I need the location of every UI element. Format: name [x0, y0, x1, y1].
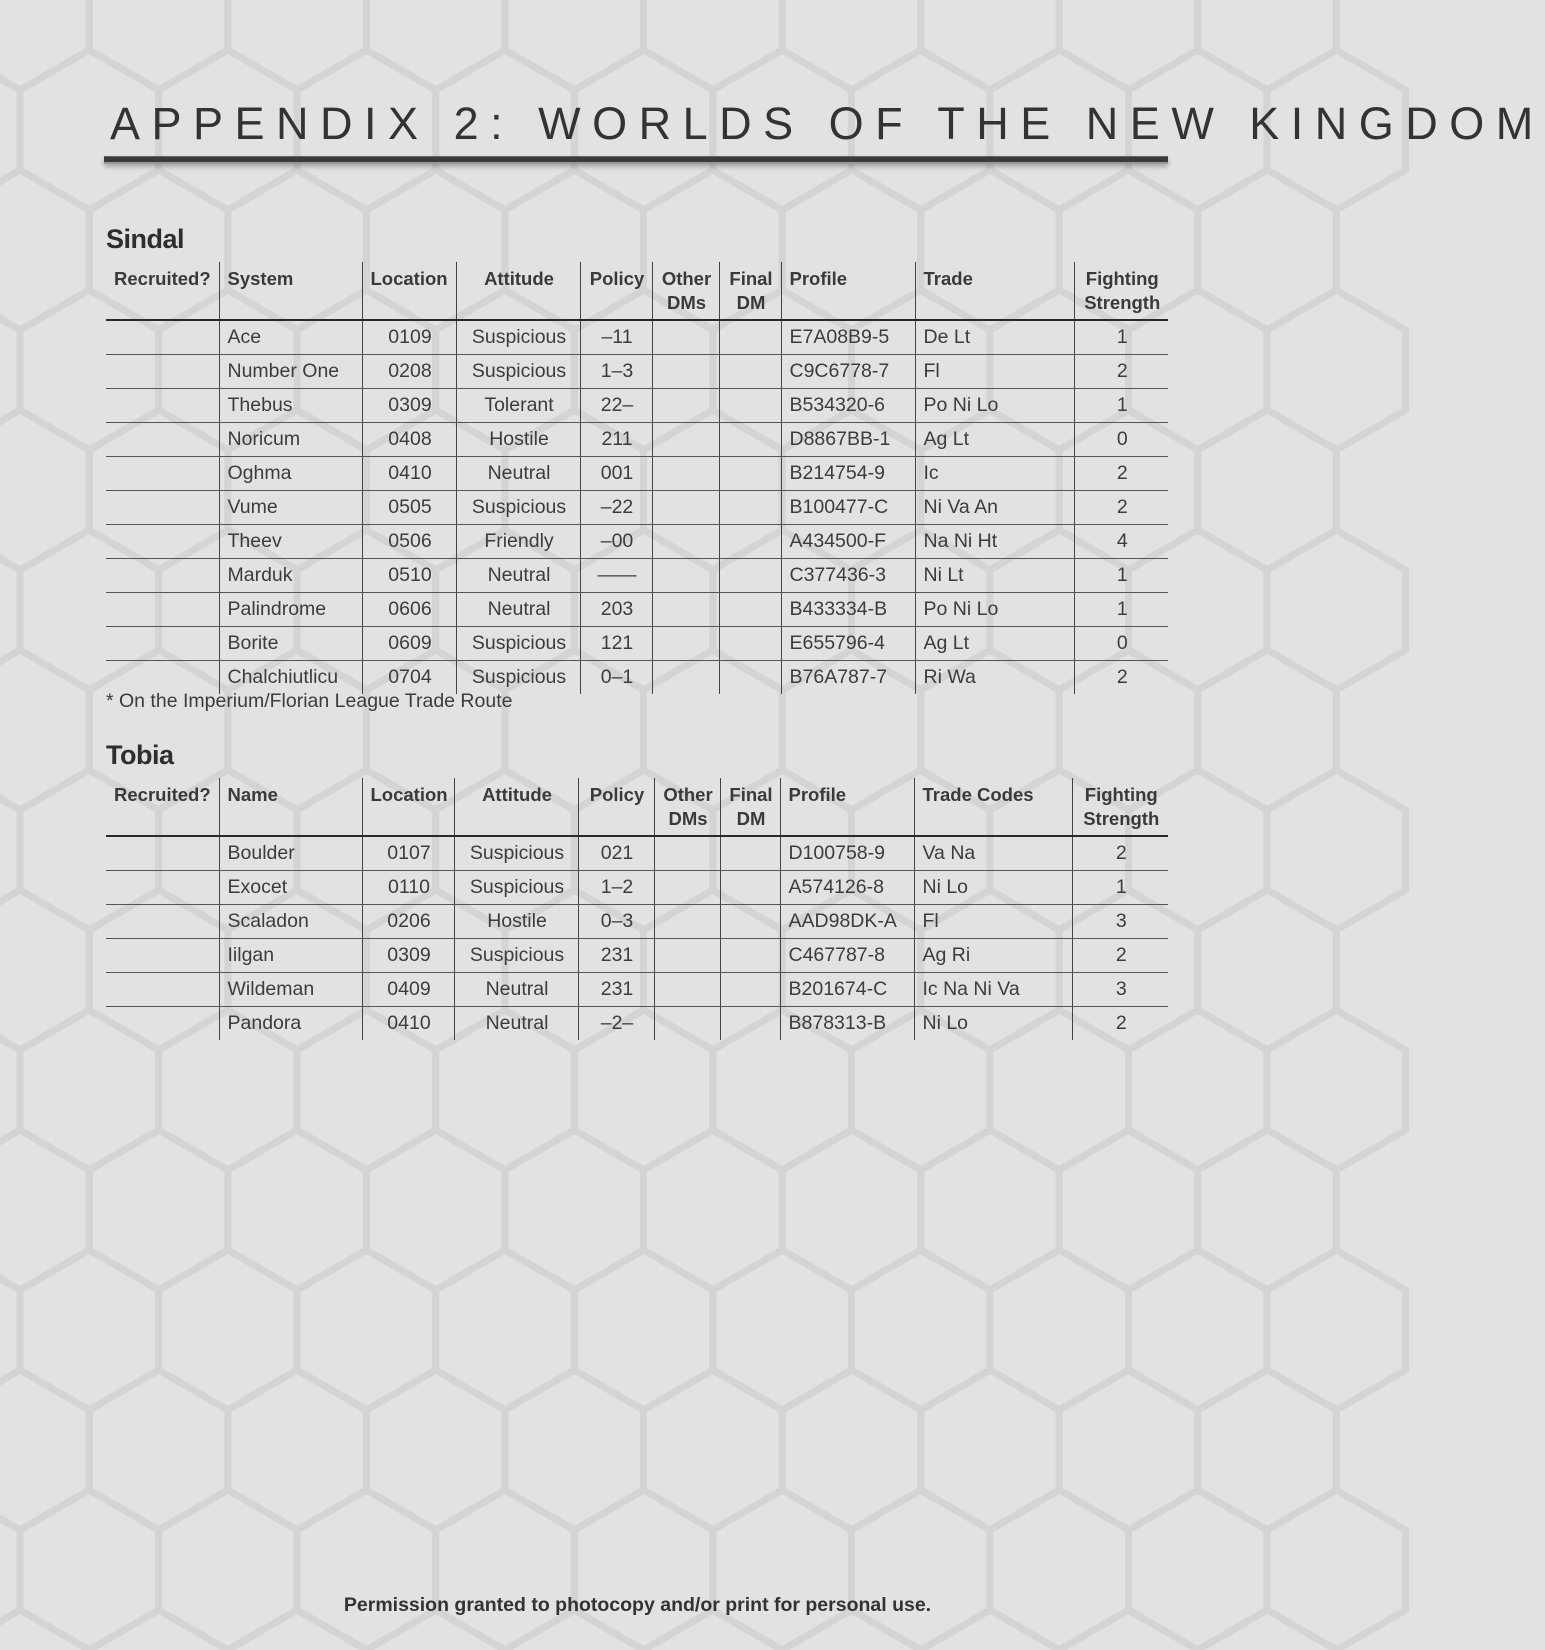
table-row — [106, 592, 1168, 626]
cell-policy: 001 — [580, 456, 652, 490]
cell-policy: 021 — [578, 836, 654, 870]
cell-attitude: Tolerant — [456, 388, 580, 422]
cell-system: Vume — [219, 490, 362, 524]
cell-fighting-strength: 3 — [1072, 904, 1168, 938]
cell-other-dms[interactable] — [654, 1006, 720, 1040]
cell-profile: B100477-C — [781, 490, 915, 524]
cell-recruited[interactable] — [106, 972, 219, 1006]
cell-final-dm[interactable] — [720, 836, 780, 870]
tobia-header-recruited: Recruited? — [106, 778, 219, 836]
cell-recruited[interactable] — [106, 422, 219, 456]
cell-trade: Po Ni Lo — [915, 388, 1074, 422]
cell-other-dms[interactable] — [654, 904, 720, 938]
cell-system: Ace — [219, 320, 362, 354]
cell-location: 0109 — [362, 320, 456, 354]
cell-fighting-strength: 3 — [1072, 972, 1168, 1006]
tobia-header-profile: Profile — [780, 778, 914, 836]
cell-other-dms[interactable] — [652, 626, 719, 660]
table-row — [106, 660, 1168, 694]
cell-recruited[interactable] — [106, 626, 219, 660]
cell-policy: –22 — [580, 490, 652, 524]
cell-final-dm[interactable] — [719, 320, 781, 354]
cell-attitude: Suspicious — [454, 836, 578, 870]
cell-final-dm[interactable] — [720, 1006, 780, 1040]
cell-final-dm[interactable] — [719, 592, 781, 626]
cell-location: 0505 — [362, 490, 456, 524]
cell-trade: Va Na — [914, 836, 1072, 870]
cell-attitude: Suspicious — [456, 354, 580, 388]
cell-trade: Ni Lo — [914, 1006, 1072, 1040]
cell-profile: D8867BB-1 — [781, 422, 915, 456]
cell-trade: Ag Lt — [915, 626, 1074, 660]
tobia-header-final-dm: Final DM — [720, 778, 780, 836]
cell-trade: Fl — [915, 354, 1074, 388]
cell-location: 0208 — [362, 354, 456, 388]
cell-trade: De Lt — [915, 320, 1074, 354]
sindal-header-recruited: Recruited? — [106, 262, 219, 320]
tobia-header-policy: Policy — [578, 778, 654, 836]
tobia-header-attitude: Attitude — [454, 778, 578, 836]
cell-policy: –00 — [580, 524, 652, 558]
cell-location: 0410 — [362, 456, 456, 490]
cell-profile: A574126-8 — [780, 870, 914, 904]
cell-other-dms[interactable] — [654, 836, 720, 870]
cell-profile: E655796-4 — [781, 626, 915, 660]
cell-final-dm[interactable] — [719, 354, 781, 388]
cell-final-dm[interactable] — [720, 938, 780, 972]
cell-other-dms[interactable] — [654, 938, 720, 972]
cell-other-dms[interactable] — [654, 870, 720, 904]
table-row — [106, 626, 1168, 660]
cell-location: 0107 — [362, 836, 454, 870]
cell-recruited[interactable] — [106, 388, 219, 422]
cell-fighting-strength: 2 — [1072, 938, 1168, 972]
cell-profile: B76A787-7 — [781, 660, 915, 694]
cell-location: 0408 — [362, 422, 456, 456]
table-row — [106, 490, 1168, 524]
cell-recruited[interactable] — [106, 1006, 219, 1040]
cell-location: 0206 — [362, 904, 454, 938]
cell-policy: –2– — [578, 1006, 654, 1040]
cell-system: Marduk — [219, 558, 362, 592]
cell-profile: E7A08B9-5 — [781, 320, 915, 354]
sindal-footnote: * On the Imperium/Florian League Trade Route — [106, 690, 513, 712]
cell-other-dms[interactable] — [654, 972, 720, 1006]
sindal-table — [106, 262, 1168, 694]
cell-policy: 231 — [578, 938, 654, 972]
cell-other-dms[interactable] — [652, 660, 719, 694]
cell-final-dm[interactable] — [720, 972, 780, 1006]
cell-profile: C9C6778-7 — [781, 354, 915, 388]
cell-final-dm[interactable] — [720, 904, 780, 938]
cell-recruited[interactable] — [106, 660, 219, 694]
cell-policy: 203 — [580, 592, 652, 626]
cell-recruited[interactable] — [106, 354, 219, 388]
cell-attitude: Suspicious — [456, 626, 580, 660]
table-row — [106, 972, 1168, 1006]
cell-policy: —— — [580, 558, 652, 592]
cell-attitude: Neutral — [454, 972, 578, 1006]
cell-profile: B433334-B — [781, 592, 915, 626]
cell-final-dm[interactable] — [719, 388, 781, 422]
tobia-header-other-dms: Other DMs — [654, 778, 720, 836]
cell-system: Noricum — [219, 422, 362, 456]
table-row — [106, 422, 1168, 456]
cell-policy: 0–3 — [578, 904, 654, 938]
cell-system: Pandora — [219, 1006, 362, 1040]
table-row — [106, 354, 1168, 388]
cell-recruited[interactable] — [106, 456, 219, 490]
tobia-header-system: Name — [219, 778, 362, 836]
cell-system: Boulder — [219, 836, 362, 870]
cell-profile: B534320-6 — [781, 388, 915, 422]
cell-other-dms[interactable] — [652, 490, 719, 524]
cell-system: Number One — [219, 354, 362, 388]
cell-fighting-strength: 0 — [1074, 626, 1168, 660]
cell-policy: 1–2 — [578, 870, 654, 904]
cell-fighting-strength: 4 — [1074, 524, 1168, 558]
cell-location: 0309 — [362, 388, 456, 422]
cell-fighting-strength: 1 — [1074, 388, 1168, 422]
cell-location: 0609 — [362, 626, 456, 660]
cell-trade: Ri Wa — [915, 660, 1074, 694]
cell-location: 0409 — [362, 972, 454, 1006]
cell-location: 0110 — [362, 870, 454, 904]
cell-location: 0510 — [362, 558, 456, 592]
cell-final-dm[interactable] — [719, 422, 781, 456]
cell-fighting-strength: 2 — [1116, 665, 1128, 688]
cell-policy: 22– — [580, 388, 652, 422]
cell-final-dm[interactable] — [719, 490, 781, 524]
cell-location: 0506 — [362, 524, 456, 558]
cell-system: Oghma — [219, 456, 362, 490]
cell-attitude: Suspicious — [456, 660, 580, 694]
cell-profile: AAD98DK-A — [780, 904, 914, 938]
cell-location: 0704 — [362, 660, 456, 694]
sindal-section-title: Sindal — [106, 224, 185, 254]
tobia-header-row — [106, 778, 1168, 836]
sindal-header-row — [106, 262, 1168, 320]
cell-system: Exocet — [219, 870, 362, 904]
table-row — [106, 558, 1168, 592]
cell-policy: 211 — [580, 422, 652, 456]
cell-trade: Ni Lo — [914, 870, 1072, 904]
tobia-header-fighting-strength: Fighting Strength — [1072, 778, 1168, 836]
sindal-header-system: System — [219, 262, 362, 320]
table-row — [106, 836, 1168, 870]
cell-fighting-strength: 1 — [1074, 558, 1168, 592]
cell-fighting-strength: 2 — [1072, 836, 1168, 870]
cell-attitude: Suspicious — [454, 870, 578, 904]
cell-recruited[interactable] — [106, 320, 219, 354]
cell-system: Palindrome — [219, 592, 362, 626]
cell-location: 0606 — [362, 592, 456, 626]
cell-profile: B214754-9 — [781, 456, 915, 490]
cell-recruited[interactable] — [106, 558, 219, 592]
sindal-header-attitude: Attitude — [456, 262, 580, 320]
page-title: APPENDIX 2: WORLDS OF THE NEW KINGDOM — [110, 98, 1545, 149]
sindal-header-final-dm: Final DM — [719, 262, 781, 320]
cell-recruited[interactable] — [106, 836, 219, 870]
cell-trade: Ni Lt — [915, 558, 1074, 592]
cell-trade: Ag Ri — [914, 938, 1072, 972]
title-underline — [104, 156, 1168, 164]
table-row — [106, 904, 1168, 938]
cell-trade: Ni Va An — [915, 490, 1074, 524]
cell-attitude: Neutral — [456, 558, 580, 592]
cell-location: 0309 — [362, 938, 454, 972]
tobia-header-location: Location — [362, 778, 454, 836]
cell-final-dm[interactable] — [719, 558, 781, 592]
sindal-header-policy: Policy — [580, 262, 652, 320]
cell-recruited[interactable] — [106, 904, 219, 938]
cell-other-dms[interactable] — [652, 592, 719, 626]
cell-attitude: Suspicious — [456, 320, 580, 354]
cell-fighting-strength: 2 — [1074, 456, 1168, 490]
cell-profile: B201674-C — [780, 972, 914, 1006]
cell-system: Wildeman — [219, 972, 362, 1006]
cell-attitude: Suspicious — [456, 490, 580, 524]
tobia-header-trade: Trade Codes — [914, 778, 1072, 836]
cell-profile: A434500-F — [781, 524, 915, 558]
sindal-header-trade: Trade — [915, 262, 1074, 320]
table-row — [106, 1006, 1168, 1040]
cell-system: Borite — [219, 626, 362, 660]
cell-policy: –11 — [580, 320, 652, 354]
cell-recruited[interactable] — [106, 592, 219, 626]
cell-recruited[interactable] — [106, 938, 219, 972]
sindal-header-fighting-strength: Fighting Strength — [1074, 262, 1168, 320]
cell-fighting-strength: 1 — [1072, 870, 1168, 904]
cell-profile: C377436-3 — [781, 558, 915, 592]
cell-final-dm[interactable] — [720, 870, 780, 904]
cell-system: Thebus — [219, 388, 362, 422]
cell-trade: Na Ni Ht — [915, 524, 1074, 558]
cell-trade: Ag Lt — [915, 422, 1074, 456]
cell-location: 0410 — [362, 1006, 454, 1040]
cell-system: Theev — [219, 524, 362, 558]
cell-attitude: Friendly — [456, 524, 580, 558]
cell-policy: 1–3 — [580, 354, 652, 388]
cell-system: Chalchiutlicu — [219, 660, 362, 694]
tobia-table — [106, 778, 1168, 1040]
sindal-header-profile: Profile — [781, 262, 915, 320]
cell-attitude: Suspicious — [454, 938, 578, 972]
cell-system: Scaladon — [219, 904, 362, 938]
cell-policy: 231 — [578, 972, 654, 1006]
cell-trade: Po Ni Lo — [915, 592, 1074, 626]
cell-profile: B878313-B — [780, 1006, 914, 1040]
table-row — [106, 870, 1168, 904]
cell-attitude: Hostile — [454, 904, 578, 938]
cell-attitude: Neutral — [456, 456, 580, 490]
cell-fighting-strength: 2 — [1074, 354, 1168, 388]
cell-fighting-strength: 2 — [1115, 1011, 1127, 1034]
cell-final-dm[interactable] — [719, 524, 781, 558]
cell-policy: 121 — [580, 626, 652, 660]
cell-other-dms[interactable] — [652, 456, 719, 490]
cell-attitude: Neutral — [456, 592, 580, 626]
table-row — [106, 320, 1168, 354]
cell-attitude: Neutral — [454, 1006, 578, 1040]
cell-final-dm[interactable] — [719, 456, 781, 490]
sindal-header-location: Location — [362, 262, 456, 320]
cell-other-dms[interactable] — [652, 558, 719, 592]
cell-trade: Ic Na Ni Va — [914, 972, 1072, 1006]
cell-final-dm[interactable] — [719, 626, 781, 660]
cell-trade: Fl — [914, 904, 1072, 938]
cell-trade: Ic — [915, 456, 1074, 490]
cell-fighting-strength: 2 — [1074, 490, 1168, 524]
table-row — [106, 388, 1168, 422]
table-row — [106, 524, 1168, 558]
cell-fighting-strength: 1 — [1074, 592, 1168, 626]
cell-fighting-strength: 1 — [1074, 320, 1168, 354]
table-row — [106, 456, 1168, 490]
cell-final-dm[interactable] — [719, 660, 781, 694]
cell-other-dms[interactable] — [652, 524, 719, 558]
permission-footer: Permission granted to photocopy and/or print for personal use. — [343, 1594, 932, 1616]
cell-other-dms[interactable] — [652, 388, 719, 422]
tobia-section-title: Tobia — [106, 740, 174, 770]
cell-attitude: Hostile — [456, 422, 580, 456]
cell-recruited[interactable] — [106, 490, 219, 524]
cell-recruited[interactable] — [106, 870, 219, 904]
cell-policy: 0–1 — [580, 660, 652, 694]
cell-other-dms[interactable] — [652, 320, 719, 354]
cell-fighting-strength: 0 — [1074, 422, 1168, 456]
cell-other-dms[interactable] — [652, 354, 719, 388]
sindal-header-other-dms: Other DMs — [652, 262, 719, 320]
cell-other-dms[interactable] — [652, 422, 719, 456]
cell-profile: D100758-9 — [780, 836, 914, 870]
cell-profile: C467787-8 — [780, 938, 914, 972]
cell-system: Iilgan — [219, 938, 362, 972]
cell-recruited[interactable] — [106, 524, 219, 558]
table-row — [106, 938, 1168, 972]
